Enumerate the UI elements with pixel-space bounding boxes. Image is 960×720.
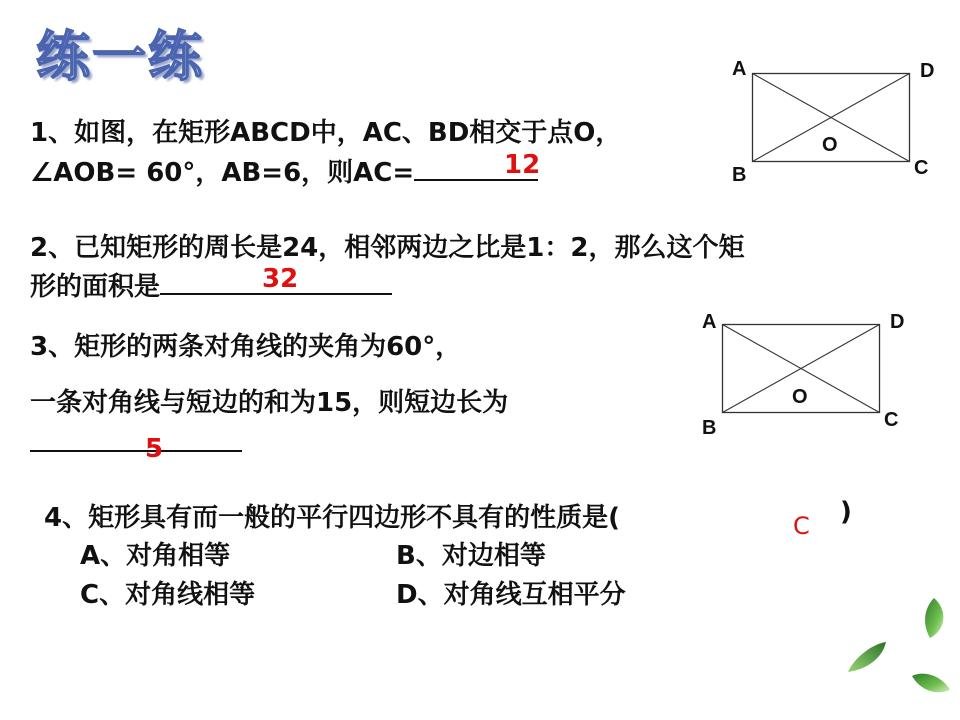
figure1-label-a: A [732, 58, 747, 80]
q4-option-d: D、对角线互相平分 [396, 580, 626, 610]
q4-stem-close: ) [840, 497, 852, 527]
figure2-label-o: O [792, 386, 808, 408]
q2-line1: 2、已知矩形的周长是24，相邻两边之比是1：2，那么这个矩 [30, 233, 745, 263]
decorative-leaves [842, 592, 954, 702]
q4-option-b: B、对边相等 [396, 541, 546, 571]
slide-title: 练一练 [36, 25, 204, 88]
q3-answer: 5 [145, 434, 164, 464]
q4-stem [44, 497, 620, 534]
q1-line2 [30, 150, 541, 189]
figure1-label-b: B [732, 164, 747, 186]
leaf-icon [848, 642, 886, 672]
figure2-label-d: D [890, 311, 905, 333]
figure1-label-d: D [920, 60, 935, 82]
q4-option-a: A、对角相等 [80, 541, 231, 571]
q4-answer: C [793, 512, 810, 540]
leaf-icon [925, 598, 943, 638]
q3-answer-blank [30, 426, 242, 452]
figure2-label-c: C [884, 409, 899, 431]
q4-option-c: C、对角线相等 [80, 580, 256, 610]
q3-line2: 一条对角线与短边的和为15，则短边长为 [30, 388, 509, 418]
q2-line2 [30, 266, 392, 303]
q1-line1: 1、如图，在矩形ABCD中，AC、BD相交于点O， [30, 118, 622, 148]
figure1-label-c: C [914, 157, 929, 179]
q2-answer: 32 [262, 264, 299, 294]
figure1-label-o: O [822, 134, 838, 156]
figure2-label-b: B [702, 417, 717, 439]
leaf-icon [912, 674, 950, 693]
q3-line1: 3、矩形的两条对角线的夹角为60°， [30, 332, 462, 362]
q4-stem-open: 4、矩形具有而一般的平行四边形不具有的性质是( [44, 503, 620, 533]
q1-answer: 12 [504, 150, 541, 180]
q2-line2-text: 形的面积是 [30, 272, 161, 302]
q1-line2-text: ∠AOB= 60°，AB=6，则AC= [30, 158, 415, 188]
figure2-label-a: A [702, 311, 717, 333]
